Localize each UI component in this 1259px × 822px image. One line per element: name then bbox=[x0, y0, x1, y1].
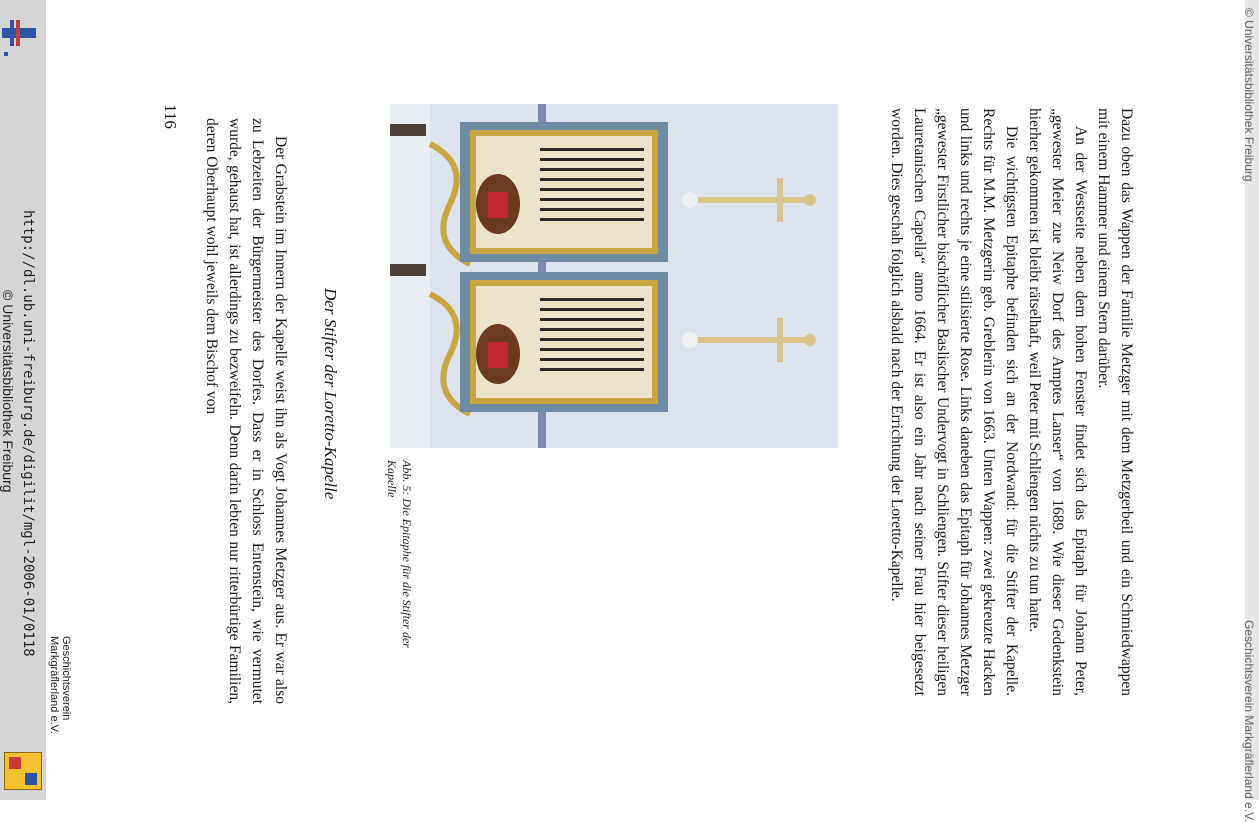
page-number: 116 bbox=[161, 104, 180, 129]
edge-text-bottom: Geschichtsverein Markgräflerland e.V. bbox=[1242, 620, 1256, 822]
sidebar-org-line2: Markgräflerland e.V. bbox=[48, 636, 60, 735]
paragraph-1: Dazu oben das Wappen der Familie Metzger mit dem Metzgerbeil und ein Schmiedwappen mit einem Hammer und einem Stern darüber. bbox=[1095, 108, 1135, 696]
figure-caption: Abb. 5: Die Epitaphe für die Stifter der Kapelle bbox=[385, 460, 414, 648]
epitaph-photo bbox=[390, 104, 838, 448]
section-heading: Der Stifter der Loretto-Kapelle bbox=[321, 288, 340, 500]
footer-url[interactable]: http://dl.ub.uni-freiburg.de/digilit/mgl-2006-01/0118 bbox=[20, 210, 36, 657]
paragraph-3: Die wichtigsten Epitaphe befinden sich an der Nordwand: für die Stifter der Kapelle. Rechts für M.M. Metzgerin geb. Greblerin von 1663. Unten Wappen: zwei gekreuzte Hacken und links und rechts je eine stilisierte Rose. Links daneben das Epitaph für Johannes Metzger „gewester Firstlicher bischöflicher Baslischer Undervogt in Schliengen. Stifter dieser heiligen Lauretanischen Capella“ anno 1664. Er ist also ein Jahr nach seiner Frau hier beigesetzt worden. Dies geschah folglich alsbald nach der Errichtung der Loretto-Kapelle. bbox=[888, 108, 1020, 696]
paragraph-4: Der Grabstein im Innern der Kapelle weist ihn als Vogt Johannes Metzger aus. Er war also zu Lebzeiten der Bürgermeister des Dorfes. Dass er in Schloss Entenstein, wie vermutet wurde, gehaust hat, ist allerdings zu bezweifeln. Denn darin lebten nur ritterbürtige Familien, deren Oberhaupt wohl jeweils dem Bischof von bbox=[203, 118, 289, 704]
sidebar-org-line1: Geschichtsverein bbox=[60, 636, 72, 721]
footer-copyright: © Universitätsbibliothek Freiburg bbox=[0, 290, 16, 493]
sidebar-org-name bbox=[48, 636, 72, 734]
sidebar-logo-bottom-icon bbox=[4, 752, 42, 790]
body-text-upper bbox=[885, 108, 1138, 696]
paragraph-2: An der Westseite neben dem hohen Fenster findet sich das Epitaph für Johann Peter, „gewester Meier zue Neiw Dorf des Amptes Lanser“ von 1689. Wie dieser Gedenkstein hierher gekommen ist bleibt rätselhaft, weil Peter mit Schliengen nichts zu tun hatte. bbox=[1026, 108, 1089, 696]
body-text-lower bbox=[200, 118, 292, 704]
edge-text-top: © Universitätsbibliothek Freiburg bbox=[1242, 8, 1256, 182]
